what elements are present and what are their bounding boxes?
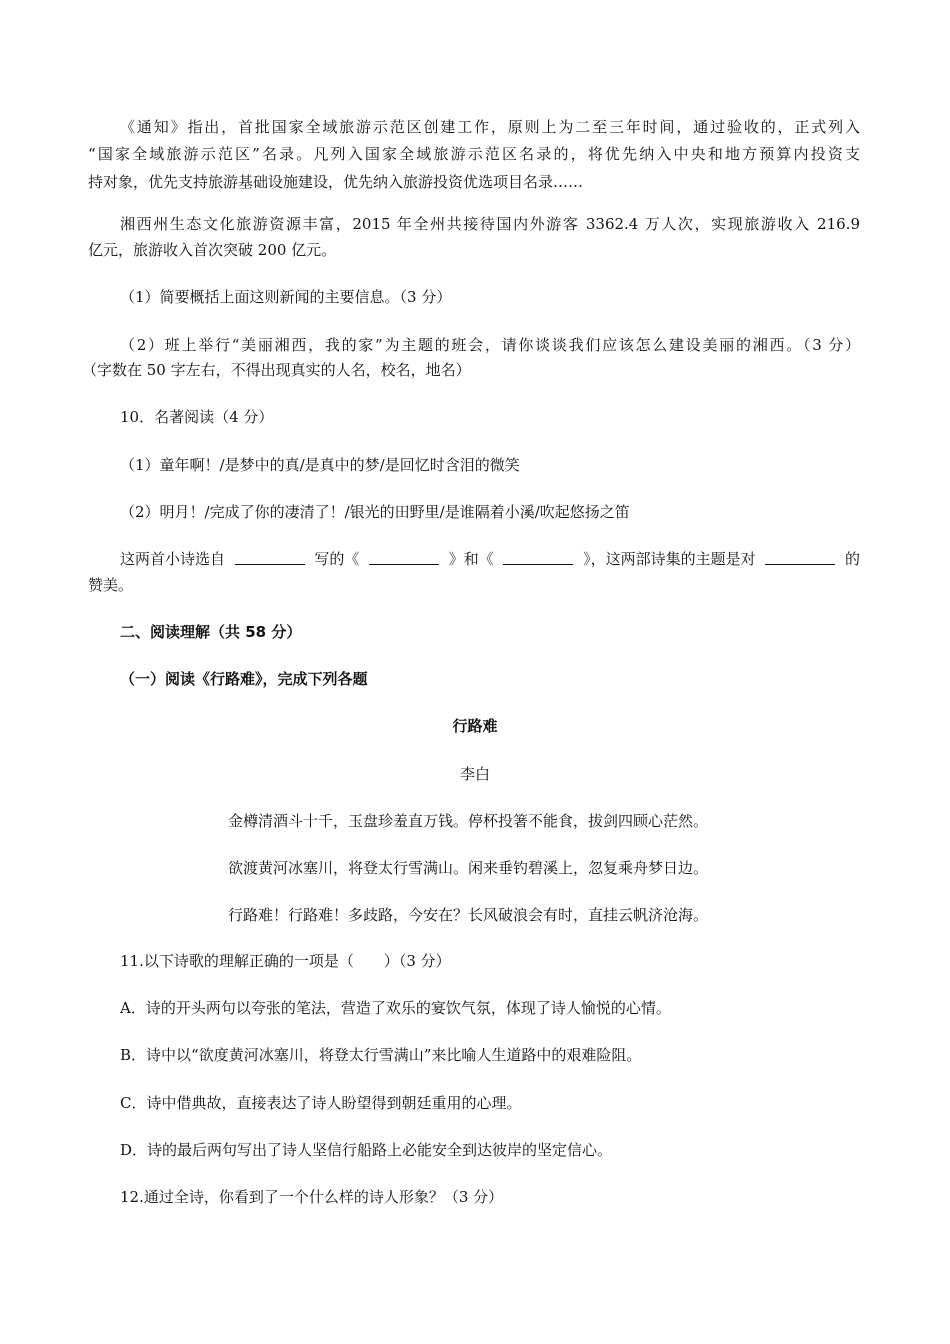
question-11-option-a: A．诗的开头两句以夸张的笔法，营造了欢乐的宴饮气氛，体现了诗人愉悦的心情。 xyxy=(120,999,671,1017)
notice-line-1: 《通知》指出，首批国家全域旅游示范区创建工作，原则上为二至三年时间，通过验收的，正式列入 xyxy=(120,118,860,136)
question-11-option-b: B．诗中以“欲度黄河冰塞川，将登太行雪满山”来比喻人生道路中的艰难险阻。 xyxy=(120,1046,642,1064)
question-11-option-d: D．诗的最后两句写出了诗人坚信行船路上必能安全到达彼岸的坚定信心。 xyxy=(120,1141,613,1159)
xiangxi-line-2: 亿元，旅游收入首次突破 200 亿元。 xyxy=(88,241,337,259)
notice-line-2: “国家全域旅游示范区”名录。凡列入国家全域旅游示范区名录的，将优先纳入中央和地方预算内投资支 xyxy=(88,145,860,163)
question-10-item-2: （2）明月！/完成了你的凄清了！/银光的田野里/是谁隔着小溪/吹起悠扬之笛 xyxy=(120,503,630,521)
fill-text-e: 的 xyxy=(844,550,860,568)
answer-blank-3[interactable] xyxy=(503,549,573,565)
question-11-stem: 11.以下诗歌的理解正确的一项是（ ）（3 分） xyxy=(120,952,451,970)
question-10-fill-line xyxy=(120,549,860,569)
poem-author: 李白 xyxy=(459,765,490,783)
fill-text-d: 》，这两部诗集的主题是对 xyxy=(583,550,756,568)
fill-text-b: 写的《 xyxy=(314,550,360,568)
question-11-option-c: C．诗中借典故，直接表达了诗人盼望得到朝廷重用的心理。 xyxy=(120,1094,522,1112)
fill-text-a: 这两首小诗选自 xyxy=(120,550,226,568)
section-2-subtitle: （一）阅读《行路难》，完成下列各题 xyxy=(120,670,368,688)
question-10-title: 10．名著阅读（4 分） xyxy=(120,408,274,426)
xiangxi-line-1: 湘西州生态文化旅游资源丰富，2015 年全州共接待国内外游客 3362.4 万人次，实现旅游收入 216.9 xyxy=(120,215,860,233)
question-9-2-line-1: （2）班上举行“美丽湘西，我的家”为主题的班会，请你谈谈我们应该怎么建设美丽的湘西。（3 分） xyxy=(120,336,860,354)
question-9-1: （1）简要概括上面这则新闻的主要信息。（3 分） xyxy=(120,288,452,306)
question-9-2-line-2: （字数在 50 字左右，不得出现真实的人名，校名，地名） xyxy=(82,361,471,379)
answer-blank-1[interactable] xyxy=(235,549,305,565)
fill-text-c: 》和《 xyxy=(448,550,494,568)
answer-blank-2[interactable] xyxy=(369,549,439,565)
section-2-title: 二、阅读理解（共 58 分） xyxy=(120,623,302,641)
poem-line-3: 行路难！行路难！多歧路，今安在？长风破浪会有时，直挂云帆济沧海。 xyxy=(228,906,709,924)
notice-line-3: 持对象，优先支持旅游基础设施建设，优先纳入旅游投资优选项目名录…… xyxy=(88,173,584,191)
question-12: 12.通过全诗，你看到了一个什么样的诗人形象？（3 分） xyxy=(120,1188,504,1206)
poem-line-2: 欲渡黄河冰塞川，将登太行雪满山。闲来垂钓碧溪上，忽复乘舟梦日边。 xyxy=(228,859,709,877)
answer-blank-4[interactable] xyxy=(765,549,835,565)
poem-line-1: 金樽清酒斗十千，玉盘珍羞直万钱。停杯投箸不能食，拔剑四顾心茫然。 xyxy=(228,812,709,830)
question-10-item-1: （1）童年啊！/是梦中的真/是真中的梦/是回忆时含泪的微笑 xyxy=(120,456,520,474)
poem-title: 行路难 xyxy=(452,717,498,735)
question-10-fill-end: 赞美。 xyxy=(88,576,134,594)
